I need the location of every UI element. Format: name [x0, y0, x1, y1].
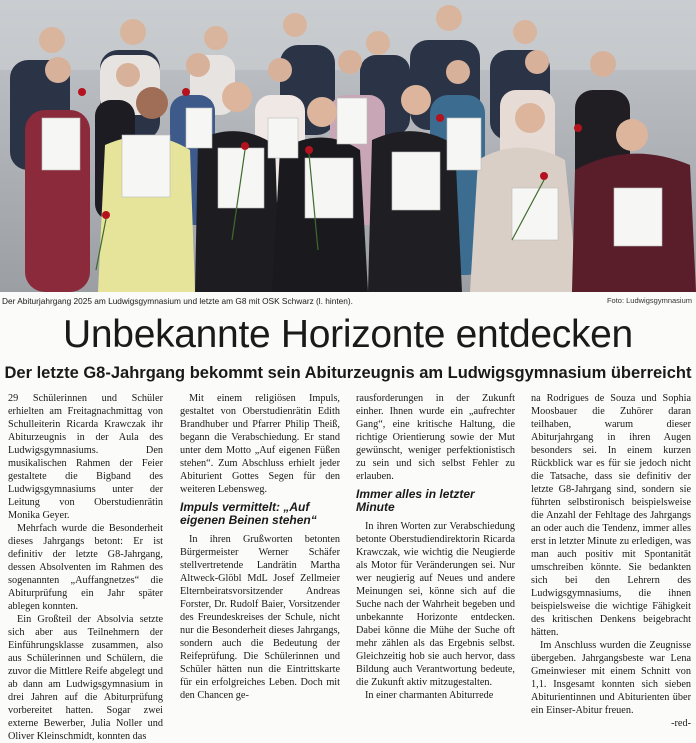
graduates-group-illustration [0, 0, 696, 292]
article-column-1 [8, 392, 163, 742]
article-headline: Unbekannte Horizonte entdecken [63, 313, 633, 356]
paragraph: In ihren Worten zur Verabschiedung betonte Oberstudiendirektorin Ricarda Krawczak, wie wichtig die Neugierde als Motor für Veränderungen sei. Nur wer neugierig auf Neues und andere Meinungen sei, könne sich auf die Suche nach der Wahrheit begeben und unbekannte Horizonte entdecken. Dabei könne die Mühe der Suche oft mehr zählen als das Ergebnis selbst. Gleichzeitig hob sie auch hervor, dass Bildung auch Verantwortung bedeute, die Zukunft aktiv mitzugestalten. [356, 521, 515, 688]
paragraph: Mit einem religiösen Impuls, gestaltet von Oberstudienrätin Edith Brandhuber und Pfarrer Philip Theiß, begann die Verabschiedung. Er stand unter dem Motto „Auf eigenen Füßen stehen“. Zum Abschluss erhielt jeder Abiturient Gottes Segen für den weiteren Lebensweg. [180, 393, 340, 495]
paragraph: Mehrfach wurde die Besonderheit dieses Jahrgangs betont: Er ist definitiv der letzte G8-Jahrgang, dessen Absolventen im Rahmen des sogenannten „Auffangnetzes“ die Abiturprüfung ein Jahr später ablegen konnten. [8, 523, 163, 612]
photo-caption [2, 295, 694, 307]
section-subheading: Immer alles in letzter Minute [356, 487, 475, 514]
article-column-2 [180, 392, 340, 704]
paragraph: na Rodrigues de Souza und Sophia Moosbauer die Zuhörer daran teilhaben, warum dieser Abiturjahrgang in ihren Augen besonders sei. In einem kurzen Rückblick war es für sie jedoch nicht die Tatsache, dass sie definitiv der letzte G8-Jahrgang sind, sondern sie führten selbstironisch beispielsweise die Anzahl der Fehltage des Jahrgangs an oder auch die Tendenz, immer alles erst in letzter Minute zu erledigen, was man auch positiv mit Spontanität umschreiben könnte. Sie bedankten sich bei den Lehrern des Ludwigsgymnasiums, die ihnen beispielsweise die wichtige Fähigkeit des kritischen Denkens beigebracht hätten. [531, 393, 691, 638]
paragraph: 29 Schülerinnen und Schüler erhielten am Freitagnachmittag von Schulleiterin Ricarda Krawczak ihr Abiturzeugnis in der Aula des Ludwigsgymnasiums. Den musikalischen Rahmen der Feier gestaltete die Bigband des Ludwigsgymnasiums unter der Leitung von Oberstudienrätin Monika Geyer. [8, 393, 163, 521]
author-signature: -red- [671, 718, 691, 729]
article-column-3 [356, 392, 515, 704]
paragraph: In einer charmanten Abiturrede [365, 690, 494, 701]
class-photo [0, 0, 696, 292]
paragraph: Ein Großteil der Absolvia setzte sich aber aus Teilnehmern der Einführungsklasse zusammen, also aus Schülerinnen und Schülern, die zuvor die Mittlere Reife abgelegt und ab dann am Ludwigsgymnasium in drei Jahren auf die Abiturprüfung vorbereitet hatten. Sogar zwei externe Bewerber, Julia Noller und Oliver Kleinschmidt, konnten das [8, 614, 163, 742]
article-subheadline: Der letzte G8-Jahrgang bekommt sein Abiturzeugnis am Ludwigsgymnasium überreicht [4, 364, 692, 382]
paragraph: In ihren Grußworten betonten Bürgermeister Werner Schäfer stellvertretende Landrätin Martha Altweck-Glöbl MdL Josef Zellmeier Elternbeiratsvorsitzender Andreas Forster, Dr. Rudolf Baier, Vorsitzender des Freundeskreises der Schule, nicht nur die Besonderheit dieses Jahrgangs, sondern auch die Bedeutung der Reifeprüfung. Die Schülerinnen und Schüler hätten nun die Eintrittskarte für ein erfolgreiches Leben. Doch mit den Chancen ge- [180, 534, 340, 701]
photo-credit: Foto: Ludwigsgymnasium [606, 296, 692, 305]
caption-text: Der Abiturjahrgang 2025 am Ludwigsgymnasium und letzte am G8 mit OSK Schwarz (l. hinten). [2, 296, 353, 306]
paragraph: Im Anschluss wurden die Zeugnisse übergeben. Jahrgangsbeste war Lena Gmeinwieser mit einem Schnitt von 1,1. Insgesamt konnten sich sieben Abiturientinnen und Abiturienten über ein Einser-Abitur freuen. [531, 640, 691, 716]
paragraph: rausforderungen in der Zukunft einher. Ihnen wurde ein „aufrechter Gang“, eine kritische Haltung, die richtige Orientierung sowie der Mut gewünscht, weniger perfektionistisch zu sein und sich selbst Fehler zu erlauben. [356, 393, 515, 482]
section-subheading: Impuls vermittelt: „Auf eigenen Beinen stehen“ [180, 500, 317, 527]
article-column-4 [531, 392, 691, 729]
